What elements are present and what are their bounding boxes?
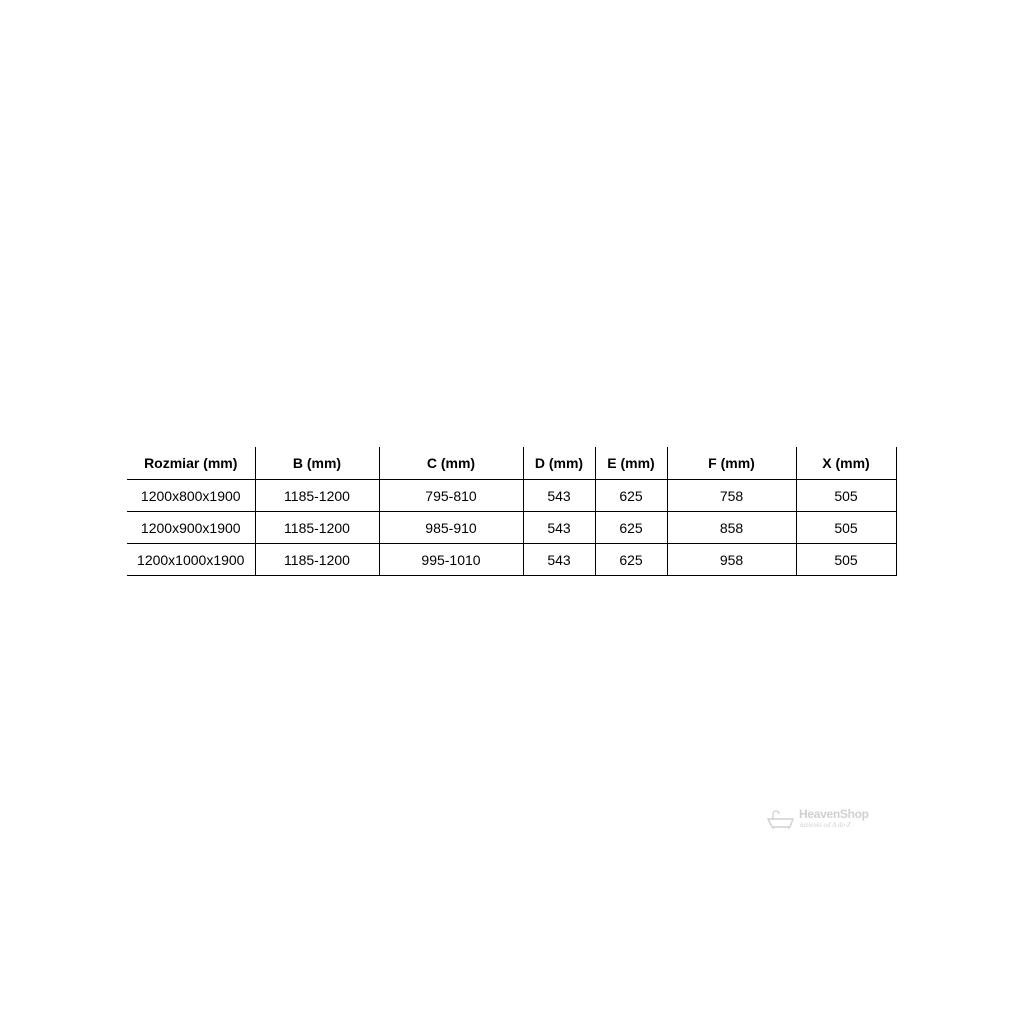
cell-rozmiar: 1200x900x1900: [127, 512, 255, 544]
cell-rozmiar: 1200x1000x1900: [127, 544, 255, 576]
table-row: [127, 544, 896, 576]
cell-c: 995-1010: [379, 544, 523, 576]
watermark-brand: HeavenShop: [799, 807, 869, 821]
cell-f: 858: [667, 512, 796, 544]
header-c: C (mm): [379, 447, 523, 480]
cell-e: 625: [595, 544, 667, 576]
cell-x: 505: [796, 544, 896, 576]
cell-c: 985-910: [379, 512, 523, 544]
table-header-row: [127, 447, 896, 480]
header-x: X (mm): [796, 447, 896, 480]
cell-b: 1185-1200: [255, 544, 379, 576]
header-b: B (mm): [255, 447, 379, 480]
header-e: E (mm): [595, 447, 667, 480]
cell-b: 1185-1200: [255, 480, 379, 512]
cell-b: 1185-1200: [255, 512, 379, 544]
header-f: F (mm): [667, 447, 796, 480]
cell-d: 543: [523, 512, 595, 544]
bathtub-icon: [766, 810, 796, 830]
cell-f: 958: [667, 544, 796, 576]
cell-x: 505: [796, 480, 896, 512]
cell-x: 505: [796, 512, 896, 544]
table-row: [127, 512, 896, 544]
heavenshop-watermark: [766, 806, 876, 832]
cell-e: 625: [595, 480, 667, 512]
header-rozmiar: Rozmiar (mm): [127, 447, 255, 480]
cell-d: 543: [523, 480, 595, 512]
header-d: D (mm): [523, 447, 595, 480]
cell-d: 543: [523, 544, 595, 576]
watermark-tagline: łazienki od A do Z: [800, 821, 851, 829]
dimensions-table: [127, 447, 897, 576]
table-row: [127, 480, 896, 512]
cell-rozmiar: 1200x800x1900: [127, 480, 255, 512]
cell-f: 758: [667, 480, 796, 512]
cell-c: 795-810: [379, 480, 523, 512]
cell-e: 625: [595, 512, 667, 544]
